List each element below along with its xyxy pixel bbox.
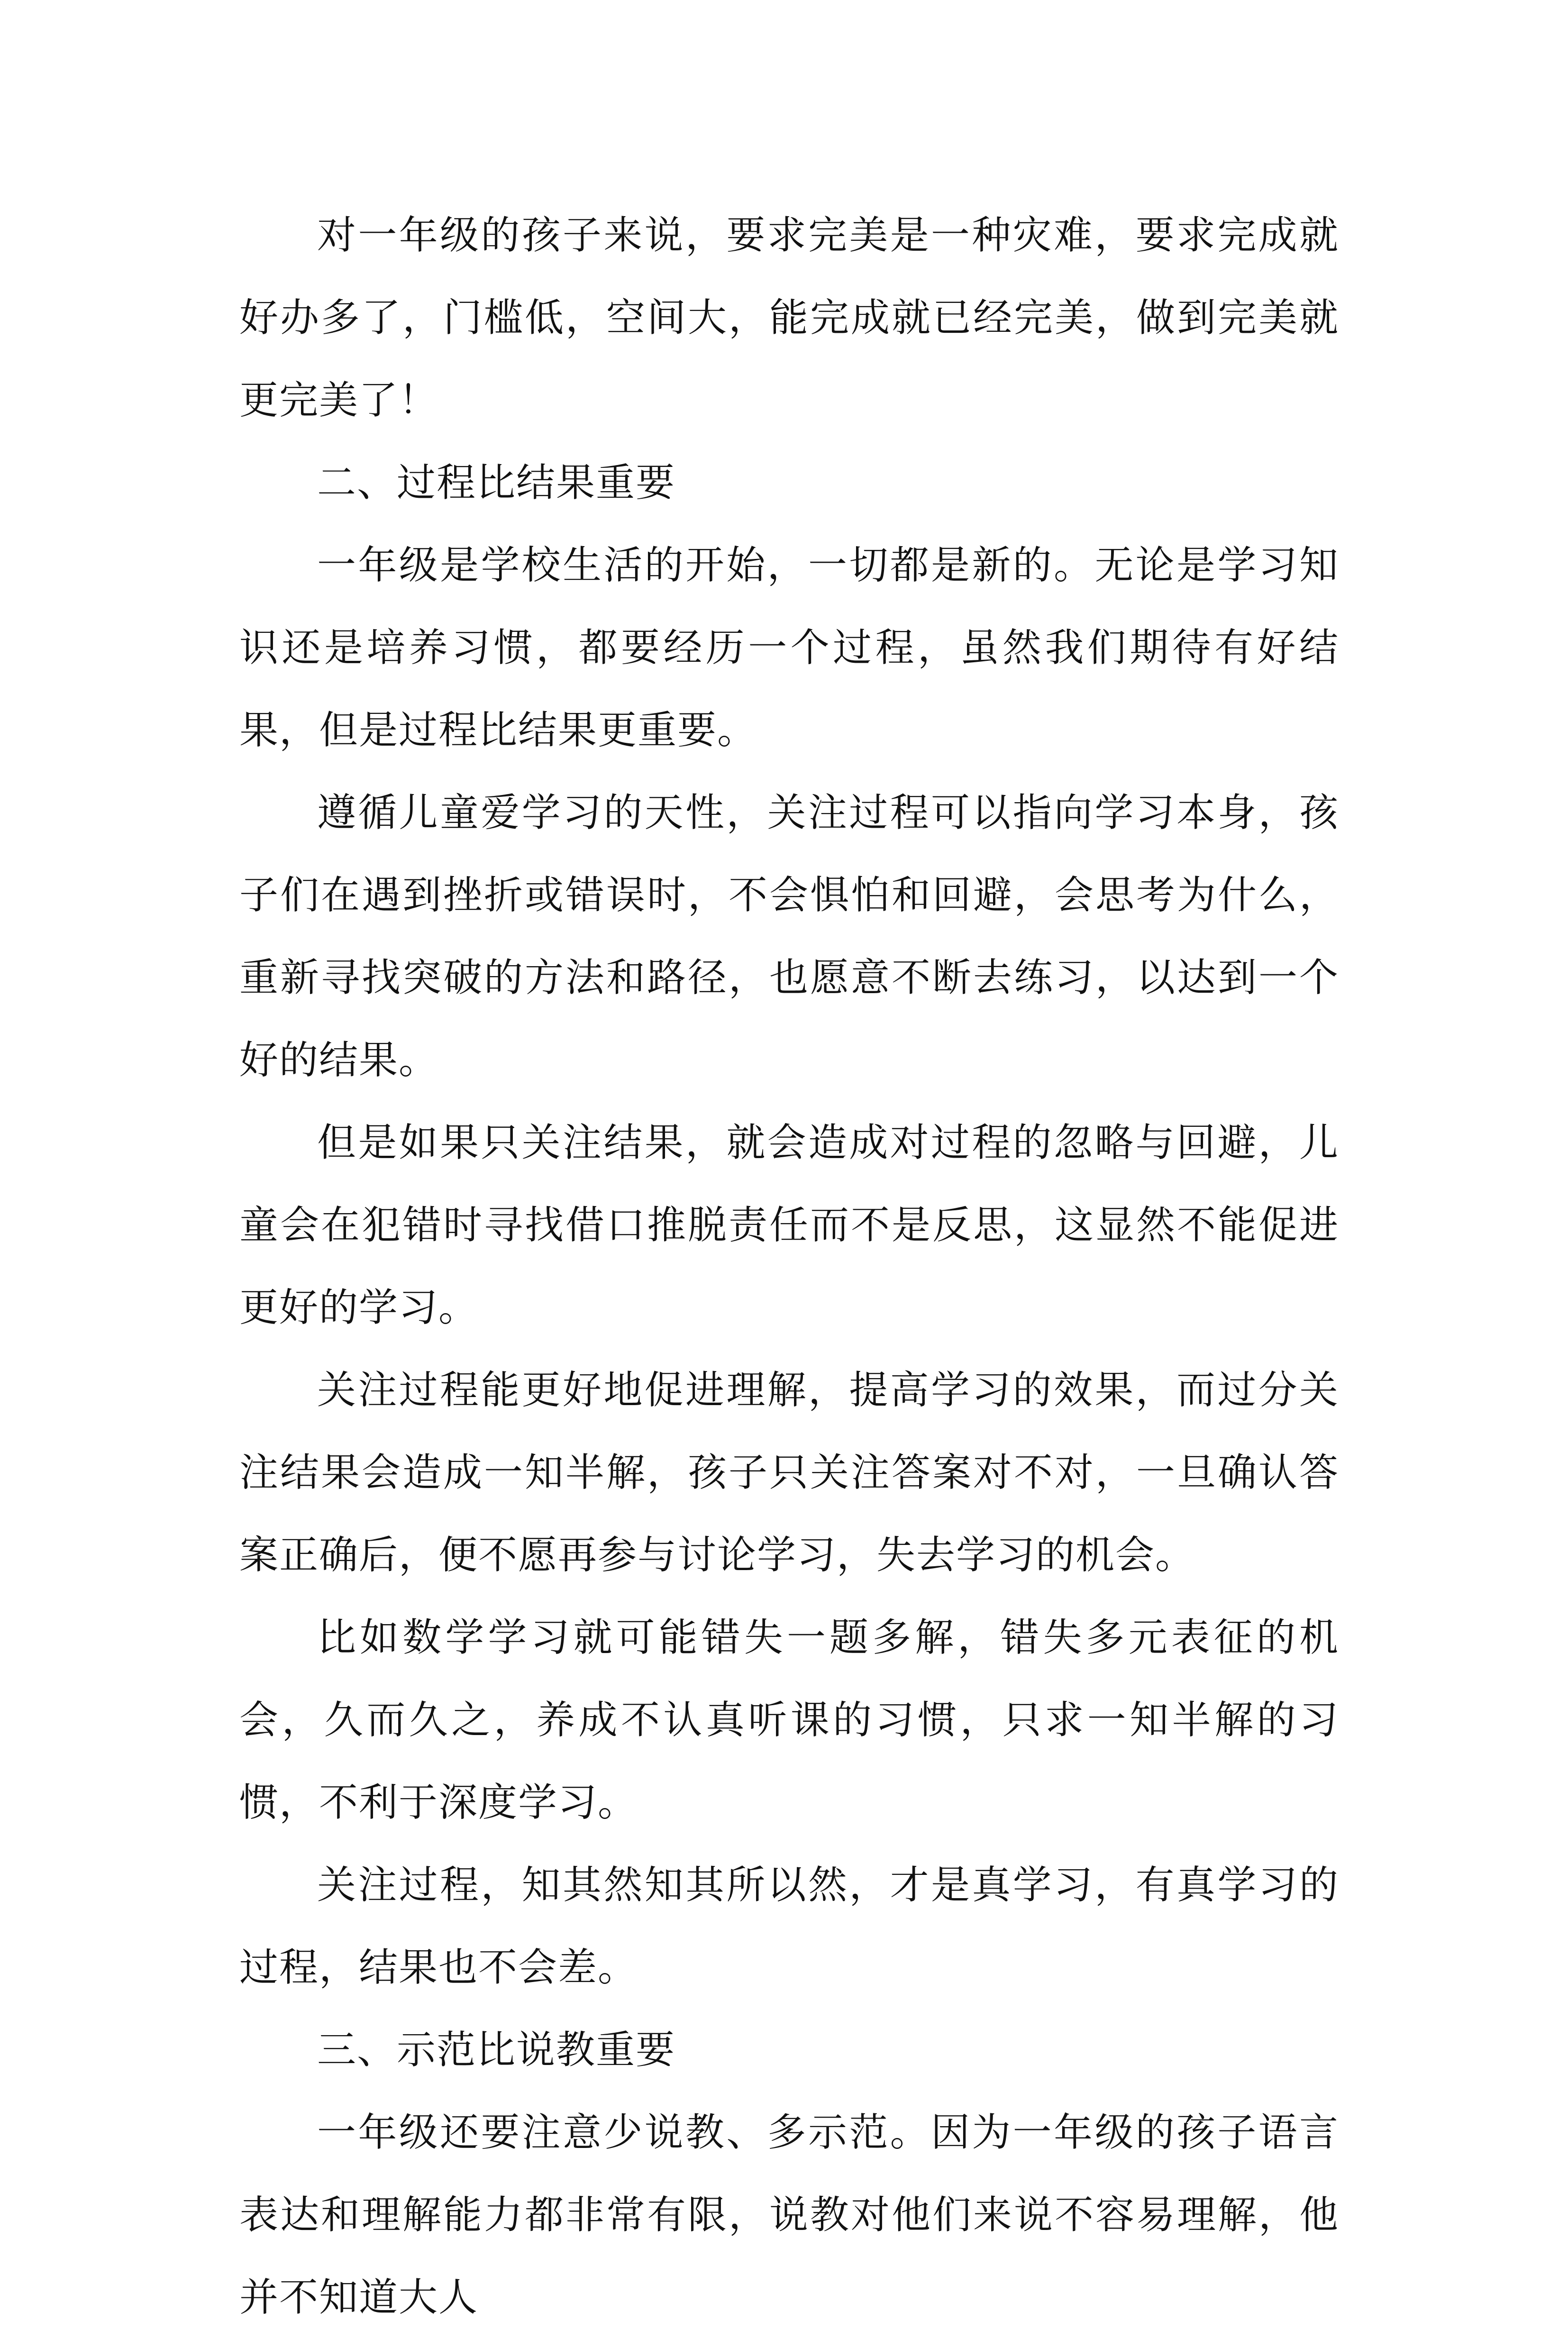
paragraph-focus-on-result: 但是如果只关注结果，就会造成对过程的忽略与回避，儿童会在犯错时寻找借口推脱责任而不是反思，这显然不能促进更好的学习。 <box>239 1120 1339 1330</box>
paragraph-understanding: 关注过程能更好地促进理解，提高学习的效果，而过分关注结果会造成一知半解，孩子只关注答案对不对，一旦确认答案正确后，便不愿再参与讨论学习，失去学习的机会。 <box>239 1368 1339 1578</box>
paragraph-process-importance: 一年级是学校生活的开始，一切都是新的。无论是学习知识还是培养习惯，都要经历一个过程，虽然我们期待有好结果，但是过程比结果更重要。 <box>239 543 1339 753</box>
document-body <box>239 194 1339 2339</box>
section-heading-process: 二、过程比结果重要 <box>317 460 676 505</box>
paragraph-math-example: 比如数学学习就可能错失一题多解，错失多元表征的机会，久而久之，养成不认真听课的习惯，只求一知半解的习惯，不利于深度学习。 <box>239 1615 1339 1825</box>
paragraph-less-preaching: 一年级还要注意少说教、多示范。因为一年级的孩子语言表达和理解能力都非常有限，说教对他们来说不容易理解，他并不知道大人 <box>239 2110 1339 2320</box>
paragraph-intro-completion: 对一年级的孩子来说，要求完美是一种灾难，要求完成就好办多了，门槛低，空间大，能完成就已经完美，做到完美就更完美了！ <box>239 213 1339 423</box>
paragraph-true-learning: 关注过程，知其然知其所以然，才是真学习，有真学习的过程，结果也不会差。 <box>239 1863 1339 1990</box>
section-heading-demonstration: 三、示范比说教重要 <box>317 2028 676 2073</box>
paragraph-children-nature: 遵循儿童爱学习的天性，关注过程可以指向学习本身，孩子们在遇到挫折或错误时，不会惧怕和回避，会思考为什么，重新寻找突破的方法和路径，也愿意不断去练习，以达到一个好的结果。 <box>239 790 1339 1083</box>
